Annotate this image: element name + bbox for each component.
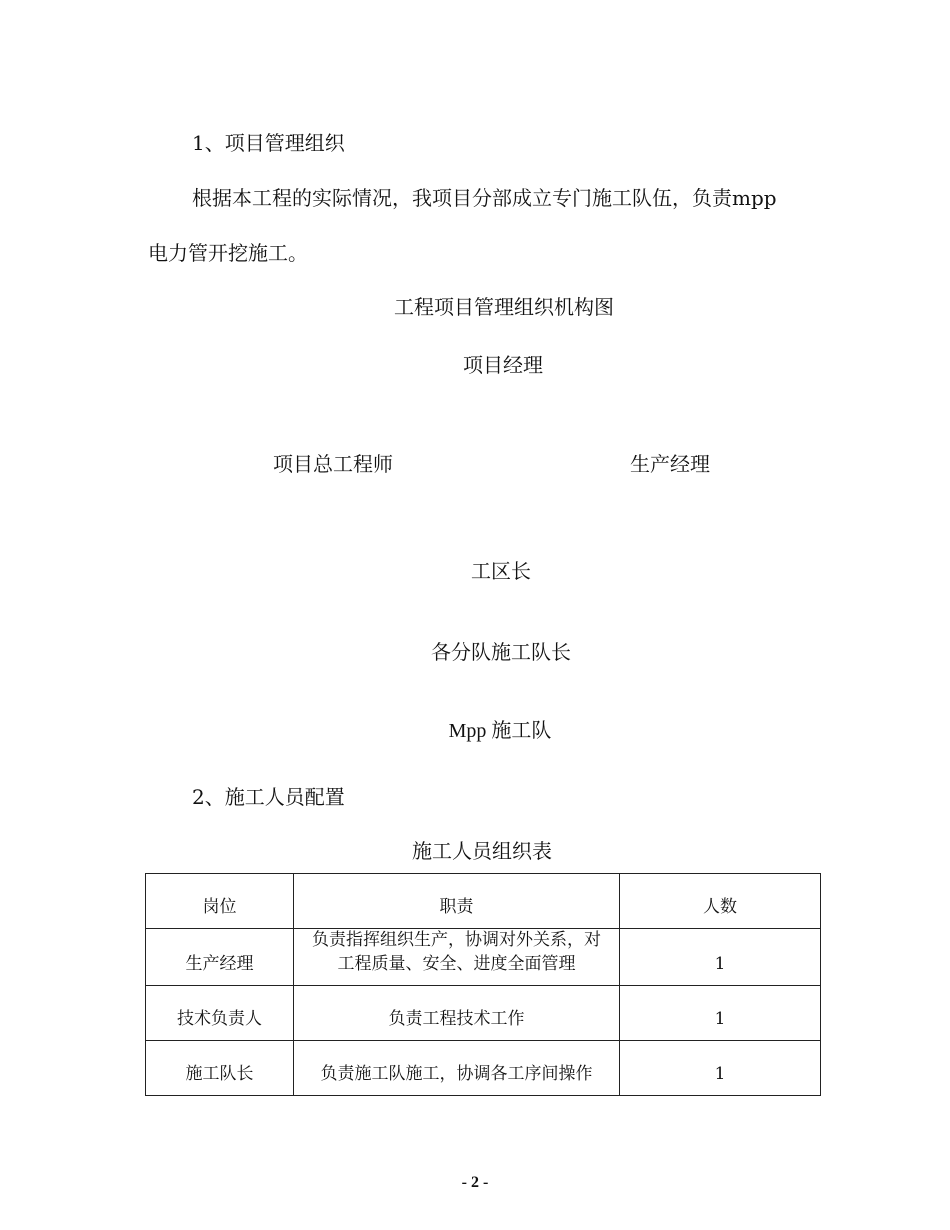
node-production-manager: 生产经理 [630, 452, 710, 476]
table-header-row [146, 874, 821, 929]
header-count: 人数 [620, 874, 821, 929]
cell-duty: 负责工程技术工作 [294, 985, 620, 1040]
paragraph-line-1: 根据本工程的实际情况，我项目分部成立专门施工队伍，负责mpp [192, 186, 777, 210]
node-mpp-team: Mpp 施工队 [448, 720, 552, 742]
table-row [146, 929, 821, 986]
node-team-leaders: 各分队施工队长 [431, 640, 571, 664]
cell-position: 施工队长 [146, 1040, 294, 1095]
cell-duty-line: 负责指挥组织生产，协调对外关系，对 [312, 930, 601, 950]
cell-count: 1 [620, 1040, 821, 1095]
node-chief-engineer: 项目总工程师 [273, 452, 393, 476]
page-number: - 2 - [461, 1174, 489, 1191]
header-duty: 职责 [294, 874, 620, 929]
cell-duty-line: 工程质量、安全、进度全面管理 [337, 953, 576, 974]
header-position: 岗位 [146, 874, 294, 929]
node-project-manager: 项目经理 [463, 353, 543, 377]
table-row [146, 985, 821, 1040]
cell-duty: 负责施工队施工，协调各工序间操作 [294, 1040, 620, 1095]
cell-count: 1 [620, 985, 821, 1040]
section-heading-1: 1、项目管理组织 [192, 131, 345, 155]
paragraph-line-2: 电力管开挖施工。 [148, 241, 308, 265]
org-chart-title: 工程项目管理组织机构图 [394, 295, 614, 319]
section-heading-2: 2、施工人员配置 [192, 785, 345, 809]
cell-position: 技术负责人 [146, 985, 294, 1040]
table-row [146, 1040, 821, 1095]
table-title: 施工人员组织表 [412, 839, 552, 863]
cell-position: 生产经理 [146, 929, 294, 986]
cell-duty [294, 929, 620, 986]
staff-table [145, 873, 821, 1096]
cell-count: 1 [620, 929, 821, 986]
node-area-chief: 工区长 [471, 559, 531, 583]
